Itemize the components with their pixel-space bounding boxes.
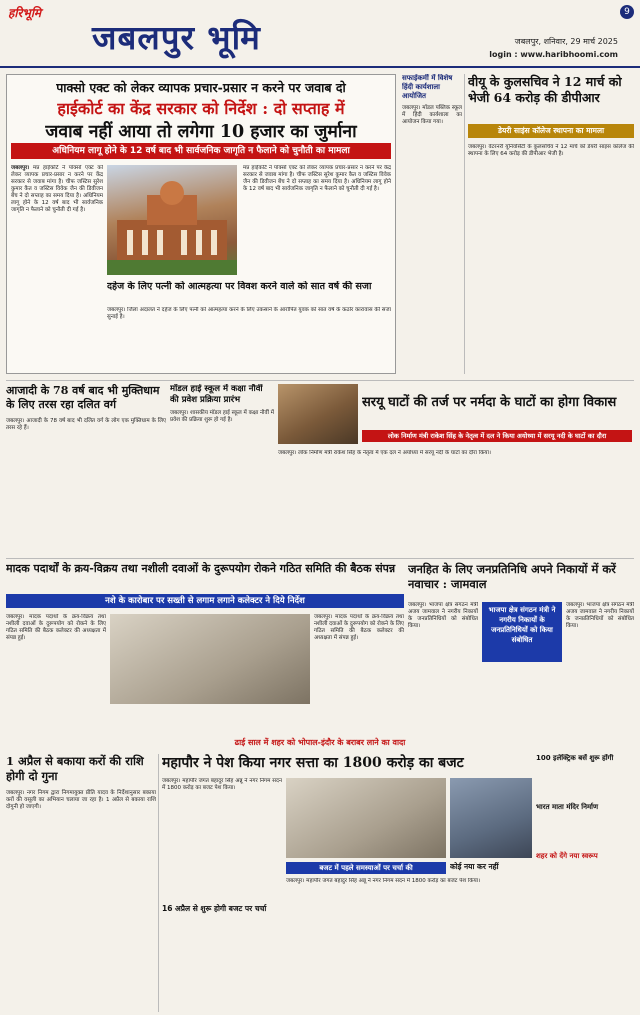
website-link[interactable]: login : www.haribhoomi.com [489,50,618,59]
story4-body-col2: जबलपुर। मादक पदार्थों के क्रय-विक्रय तथा नशीली दवाओं के दुरूपयोग को रोकने के लिए गठित समिति की बैठक कलेक्टर की अध्यक्षता में संपन्न हुई। [314,614,404,641]
budget-body-col: जबलपुर। महापौर जगत बहादुर सिंह अन्नू ने नगर निगम सदन में 1800 करोड़ का बजट पेश किया। [286,878,481,884]
section-separator [6,380,634,381]
secondary-body: जबलपुर। जिला अदालत ने दहेज के लिए पत्नी को आत्महत्या करने के लिए उकसाने के आरोपित युवक को सात वर्ष के कठोर कारावास की सजा सुनाई है। [107,307,391,320]
story5-body-col3: जबलपुर। भाजपा क्षेत्र संगठन मंत्री अजय जामवाल ने नगरीय निकायों के जनप्रतिनिधियों को संबोधित किया। [566,602,634,629]
story1-body: जबलपुर। आजादी के 78 वर्ष बाद भी दलित वर्ग के लोग एक मुक्तिधाम के लिए तरस रहे हैं। [6,418,166,431]
lead-headline-red: हाईकोर्ट का केंद्र सरकार को निर्देश : दो सप्ताह में [57,99,345,118]
brand-logo: हरिभूमि [8,6,42,20]
court-building-illustration [107,165,237,275]
council-photo [450,778,532,858]
lead-body-col3 [243,165,391,275]
budget-subhead: बजट में पहले समस्याओं पर चर्चा की [286,862,446,874]
lead-strap: अधिनियम लागू होने के 12 वर्ष बाद भी सार्वजनिक जागृति न फैलाने को चुनौती का मामला [11,143,391,159]
column-separator [158,754,159,1012]
section-separator [6,558,634,559]
short-story-body: जबलपुर। मॉडल पब्लिक स्कूल में हिंदी कार्यशाला का आयोजन किया गया। [402,105,462,125]
story4-body: जबलपुर। मादक पदार्थों के क्रय-विक्रय तथा नशीली दवाओं के दुरूपयोग को रोकने के लिए गठित समिति की बैठक कलेक्टर की अध्यक्षता में संपन्न हुई। [6,614,106,641]
page-number: 9 [620,5,634,19]
budget-body: जबलपुर। महापौर जगत बहादुर सिंह अन्नू ने नगर निगम सदन में 1800 करोड़ का बजट पेश किया। [162,778,282,791]
right-strap: डेयरी साइंस कॉलेज स्थापना का मामला [468,124,634,138]
lead-body-continued: मप्र हाईकोर्ट ने पॉक्सो एक्ट को लेकर व्यापक प्रचार-प्रसार न करने पर केंद्र सरकार से जवाब मांगा है। चीफ जस्टिस सुरेश कुमार कैत व जस्टिस विवेक जैन की डिवीजन बेंच ने दो सप्ताह का समय दिया है। अधिनियम लागू होने के 12 वर्ष बाद भी सार्वजनिक जागृति न फैलाने को चुनौती दी गई है। [243,165,391,192]
model-school-story [170,384,274,554]
story3-strap: लोक निर्माण मंत्री राकेश सिंह के नेतृत्व में दल ने किया अयोध्या में सरयू नदी के घाटों का दौरा [362,430,632,442]
lead-kicker: पाक्सो एक्ट को लेकर व्यापक प्रचार-प्रसार न करने पर जवाब दो [56,80,346,95]
saryu-ghat-story [278,384,634,554]
highcourt-photo [107,165,237,275]
right-short-story [402,74,462,374]
budget-sidebar [536,754,634,1012]
budget-headline: महापौर ने पेश किया नगर सत्ता का 1800 करोड़ का बजट [162,755,464,771]
short-story-kicker: सफाईकर्मी में विशेष हिंदी कार्यशाला आयोजित [402,74,453,100]
right-headline: वीयू के कुलसचिव ने 12 मार्च को भेजी 64 करोड़ की डीपीआर [468,74,622,105]
lead-headline-black: जवाब नहीं आया तो लगेगा 10 हजार का जुर्माना [45,122,357,142]
meeting-photo [110,614,310,704]
sidebar-ebus: 100 इलेक्ट्रिक बसें शुरू होंगी [536,754,614,762]
ghat-photo [278,384,358,444]
story4-strap: नशे के कारोबार पर सख्ती से लगाम लगाने कलेक्टर ने दिये निर्देश [6,594,404,608]
story3-body: जबलपुर। लोक निर्माण मंत्री राकेश सिंह के नेतृत्व में एक दल ने अयोध्या में सरयू नदी के घाटों का दौरा किया। [278,450,492,456]
lead-body-text: मप्र हाईकोर्ट ने पॉक्सो एक्ट को लेकर व्यापक प्रचार-प्रसार न करने पर केंद्र सरकार से जवाब मांगा है। चीफ जस्टिस सुरेश कुमार कैत व जस्टिस विवेक जैन की डिवीजन बेंच ने दो सप्ताह का समय दिया है। अधिनियम लागू होने के 12 वर्ष बाद भी सार्वजनिक जागृति न फैलाने को चुनौती दी गई है। [11,165,103,213]
sidebar-new-look: शहर को देंगे नया स्वरूप [536,852,598,860]
masthead-rule [0,66,640,68]
jamwal-story [408,562,634,732]
tax-body: जबलपुर। नगर निगम द्वारा निगमायुक्त प्रीति यादव के निर्देशानुसार बकाया करों की वसूली का अभियान चलाया जा रहा है। 1 अप्रैल से बकाया राशि दोगुनी हो जाएगी। [6,790,156,810]
story3-headline: सरयू घाटों की तर्ज पर नर्मदा के घाटों का होगा विकास [362,395,617,410]
budget-story [162,754,532,1012]
edition-title: जबलपुर भूमि [92,18,261,57]
budget-banner: ढाई साल में शहर को भोपाल-इंदौर के बराबर लाने का वादा [234,738,406,747]
tax-story [6,754,156,1012]
secondary-headline: दहेज के लिए पत्नी को आत्महत्या पर विवश करने वाले को सात वर्ष की सजा [107,281,372,292]
dalit-muktidham-story [6,384,166,554]
story5-headline: जनहित के लिए जनप्रतिनिधि अपने निकायों में करें नवाचार : जामवाल [408,562,616,591]
story4-headline: मादक पदार्थों के क्रय-विक्रय तथा नशीली दवाओं के दुरूपयोग रोकने गठित समिति की बैठक संपन्न [6,562,396,575]
edition-dateline: जबलपुर, शनिवार, 29 मार्च 2025 [514,37,618,46]
story2-body: जबलपुर। शासकीय मॉडल हाई स्कूल में कक्षा नौवीं में प्रवेश की प्रक्रिया शुरू हो गई है। [170,410,274,423]
right-lead-story [468,74,634,374]
mayor-budget-photo [286,778,446,858]
story2-headline: मॉडल हाई स्कूल में कक्षा नौवीं की प्रवेश प्रक्रिया प्रारंभ [170,384,263,405]
story1-headline: आजादी के 78 वर्ष बाद भी मुक्तिधाम के लिए तरस रहा दलित वर्ग [6,384,160,411]
no-new-tax-subhead: कोई नया कर नहीं [450,862,499,871]
right-body: जबलपुर। वेटरनरी यूनिवर्सिटी के कुलसचिव ने 12 मार्च को डेयरी साइंस कॉलेज की स्थापना के लिए 64 करोड़ की डीपीआर भेजी है। [468,144,634,157]
masthead [0,0,640,68]
story5-box: भाजपा क्षेत्र संगठन मंत्री ने नगरीय निकायों के जनप्रतिनिधियों को किया संबोधित [482,602,562,662]
tax-headline: 1 अप्रैल से बकाया करों की राशि होगी दो गुना [6,754,144,783]
lead-body [11,165,103,365]
narcotics-meeting-story [6,562,404,732]
debate-subhead: 16 अप्रैल से शुरू होगी बजट पर चर्चा [162,904,267,913]
column-separator [464,74,465,374]
lead-dateline: जबलपुर। [11,165,30,171]
story5-body: जबलपुर। भाजपा क्षेत्र संगठन मंत्री अजय जामवाल ने नगरीय निकायों के जनप्रतिनिधियों को संबोधित किया। [408,602,478,629]
lead-story [6,74,396,374]
sidebar-temple: भारत माता मंदिर निर्माण [536,803,599,811]
